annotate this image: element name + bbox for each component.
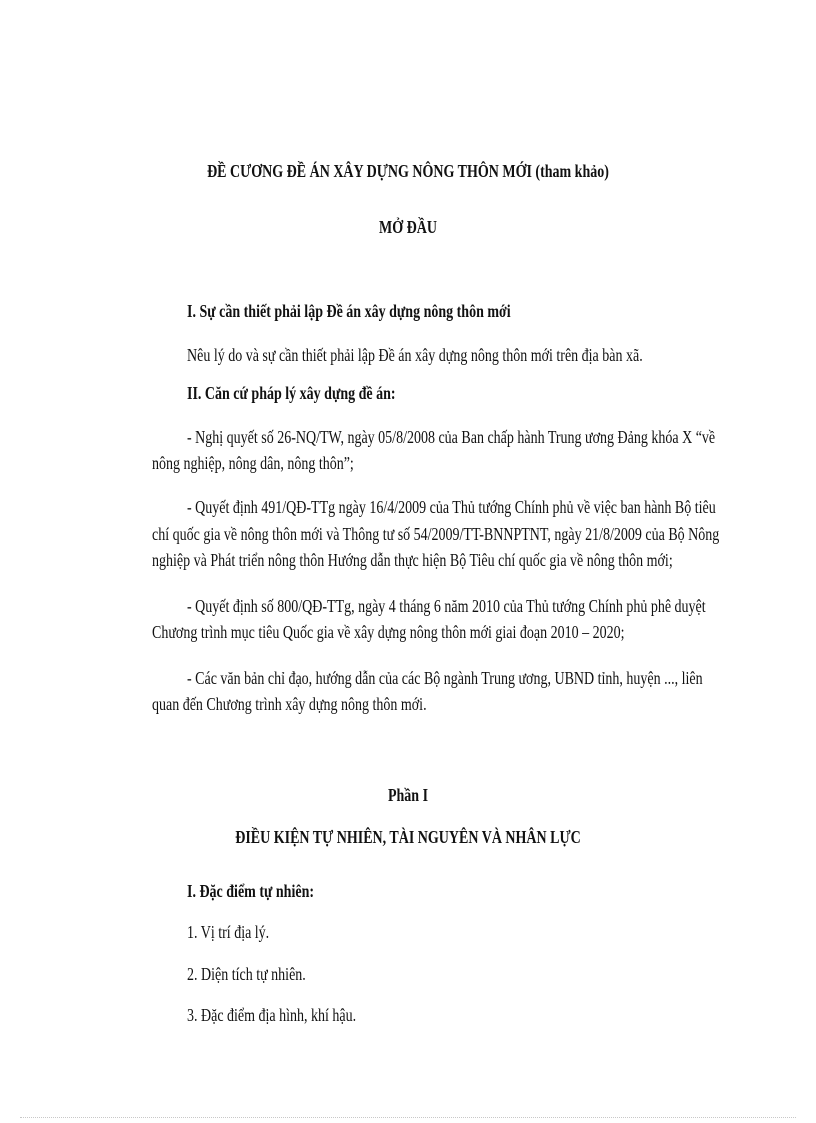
part-1-label: Phần I xyxy=(387,785,429,805)
natural-features-item-3: 3. Đặc điểm địa hình, khí hậu. xyxy=(187,1005,357,1025)
intro-heading: MỞ ĐẦU xyxy=(379,217,437,237)
legal-basis-item-1-line-2: nông nghiệp, nông dân, nông thôn”; xyxy=(152,453,354,473)
legal-basis-item-2-line-2: chí quốc gia về nông thôn mới và Thông tư số 54/2009/TT-BNNPTNT, ngày 21/8/2009 của Bộ Nông xyxy=(152,524,720,544)
section-1-heading: I. Sự cần thiết phải lập Đề án xây dựng nông thôn mới xyxy=(187,301,511,321)
legal-basis-item-3-line-1: - Quyết định số 800/QĐ-TTg, ngày 4 tháng 6 năm 2010 của Thủ tướng Chính phủ phê duyệt xyxy=(187,596,706,616)
document-title: ĐỀ CƯƠNG ĐỀ ÁN XÂY DỰNG NÔNG THÔN MỚI (tham khảo) xyxy=(207,161,609,181)
page-bottom-divider xyxy=(20,1117,796,1118)
section-2-heading: II. Căn cứ pháp lý xây dựng đề án: xyxy=(187,383,396,403)
legal-basis-item-3-line-2: Chương trình mục tiêu Quốc gia về xây dựng nông thôn mới giai đoạn 2010 – 2020; xyxy=(152,622,625,642)
natural-features-heading: I. Đặc điểm tự nhiên: xyxy=(187,881,315,901)
section-1-text: Nêu lý do và sự cần thiết phải lập Đề án xây dựng nông thôn mới trên địa bàn xã. xyxy=(187,345,643,365)
natural-features-item-2: 2. Diện tích tự nhiên. xyxy=(187,964,306,984)
legal-basis-item-2-line-1: - Quyết định 491/QĐ-TTg ngày 16/4/2009 của Thủ tướng Chính phủ về việc ban hành Bộ tiêu xyxy=(187,497,716,517)
legal-basis-item-2-line-3: nghiệp và Phát triển nông thôn Hướng dẫn thực hiện Bộ Tiêu chí quốc gia về nông thôn mới; xyxy=(152,550,673,570)
legal-basis-item-1-line-1: - Nghị quyết số 26-NQ/TW, ngày 05/8/2008 của Ban chấp hành Trung ương Đảng khóa X “về xyxy=(187,427,716,447)
natural-features-item-1: 1. Vị trí địa lý. xyxy=(187,922,270,942)
legal-basis-item-4-line-1: - Các văn bản chỉ đạo, hướng dẫn của các Bộ ngành Trung ương, UBND tỉnh, huyện ..., liên xyxy=(187,668,703,688)
part-1-title: ĐIỀU KIỆN TỰ NHIÊN, TÀI NGUYÊN VÀ NHÂN LỰC xyxy=(235,827,581,847)
legal-basis-item-4-line-2: quan đến Chương trình xây dựng nông thôn mới. xyxy=(152,694,427,714)
